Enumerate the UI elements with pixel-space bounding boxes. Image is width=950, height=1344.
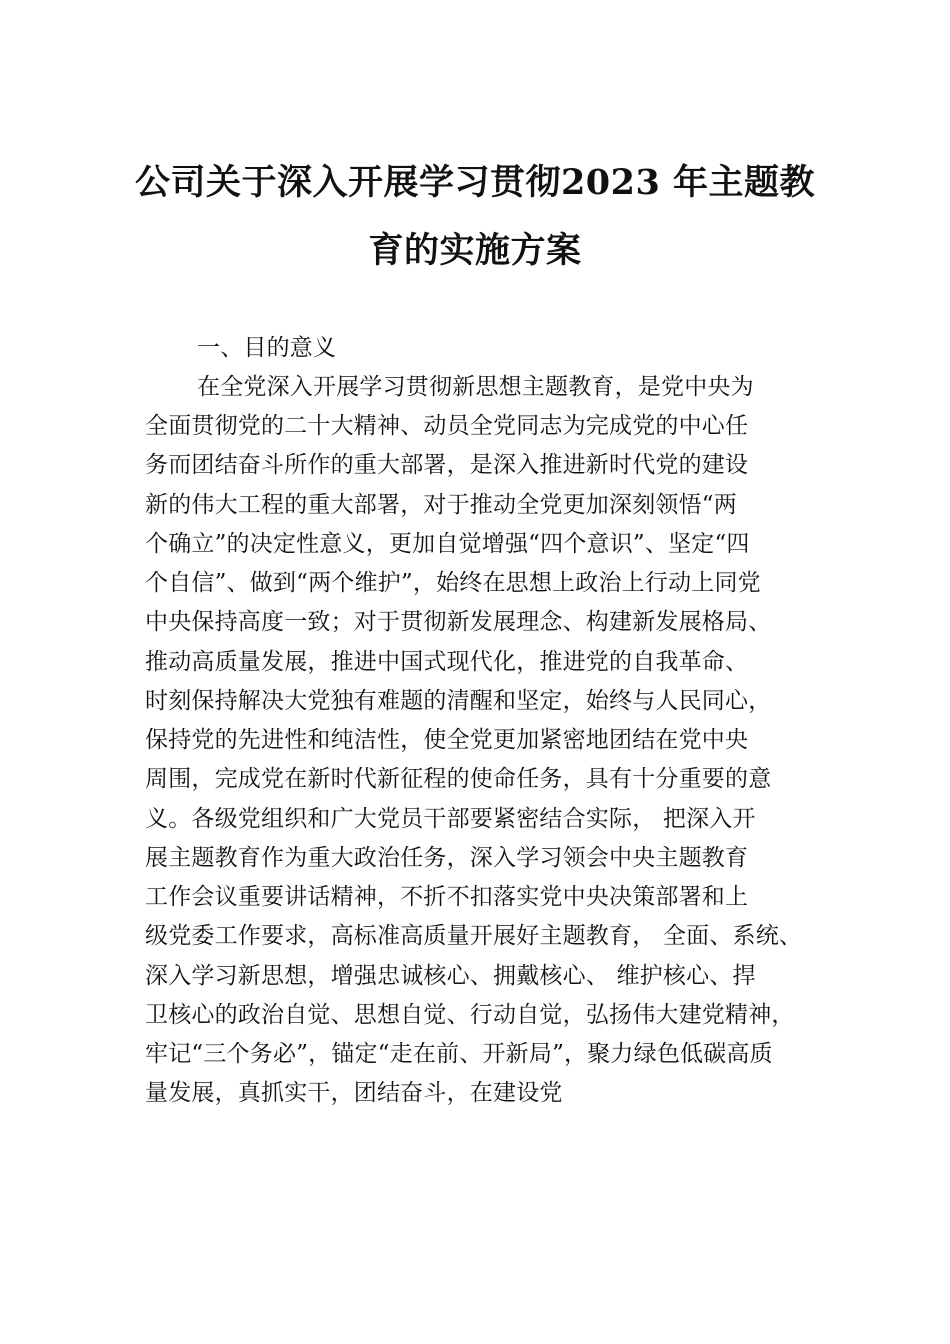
body-line: 个确立”的决定性意义，更加自觉增强“四个意识”、坚定“四 bbox=[145, 531, 750, 557]
body-line: 卫核心的政治自觉、思想自觉、行动自觉，弘扬伟大建党精神， bbox=[145, 1002, 795, 1028]
section-heading: 一、目的意义 bbox=[197, 335, 337, 361]
body-line: 个自信”、做到“两个维护”，始终在思想上政治上行动上同党 bbox=[145, 570, 761, 596]
document-title-line-2: 育的实施方案 bbox=[368, 230, 582, 271]
body-line: 在全党深入开展学习贯彻新思想主题教育，是党中央为 bbox=[197, 374, 754, 400]
body-line: 深入学习新思想，增强忠诚核心、拥戴核心、 维护核心、捍 bbox=[145, 963, 756, 989]
body-line: 中央保持高度一致；对于贯彻新发展理念、构建新发展格局、 bbox=[145, 609, 772, 635]
body-line: 保持党的先进性和纯洁性，使全党更加紧密地团结在党中央 bbox=[145, 727, 749, 753]
body-line: 务而团结奋斗所作的重大部署，是深入推进新时代党的建设 bbox=[145, 452, 749, 478]
body-line: 量发展，真抓实干，团结奋斗，在建设党 bbox=[145, 1080, 563, 1106]
body-line: 周围，完成党在新时代新征程的使命任务，具有十分重要的意 bbox=[145, 766, 772, 792]
body-line: 推动高质量发展，推进中国式现代化，推进党的自我革命、 bbox=[145, 649, 749, 675]
body-line: 牢记“三个务必”，锚定“走在前、开新局”，聚力绿色低碳高质 bbox=[145, 1041, 773, 1067]
body-line: 展主题教育作为重大政治任务，深入学习领会中央主题教育 bbox=[145, 845, 749, 871]
body-line: 全面贯彻党的二十大精神、动员全党同志为完成党的中心任 bbox=[145, 413, 749, 439]
document-title-line-1: 公司关于深入开展学习贯彻2023 年主题教 bbox=[134, 162, 816, 203]
body-line: 新的伟大工程的重大部署，对于推动全党更加深刻领悟“两 bbox=[145, 492, 737, 518]
body-line: 义。各级党组织和广大党员干部要紧密结合实际， 把深入开 bbox=[145, 806, 756, 832]
body-line: 级党委工作要求，高标准高质量开展好主题教育， 全面、系统、 bbox=[145, 923, 803, 949]
body-line: 时刻保持解决大党独有难题的清醒和坚定，始终与人民同心， bbox=[145, 688, 772, 714]
body-line: 工作会议重要讲话精神，不折不扣落实党中央决策部署和上 bbox=[145, 884, 749, 910]
